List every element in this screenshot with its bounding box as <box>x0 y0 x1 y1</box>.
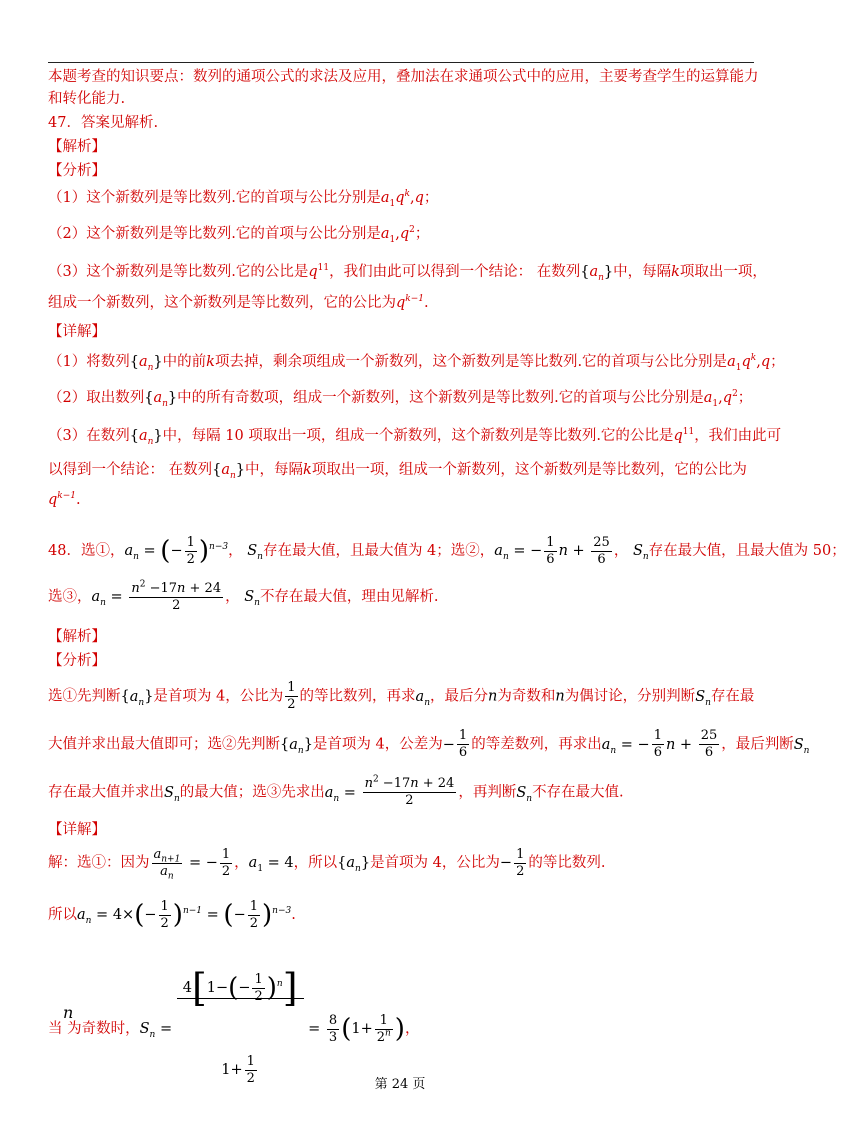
q47-analysis-1: （1）这个新数列是等比数列.它的首项与公比分别是$a_1q^k,q$； <box>48 189 439 209</box>
q47-jiexi-heading: 【解析】 <box>48 139 106 155</box>
q47-title: 47．答案见解析. <box>48 115 159 131</box>
q48-answer-line-1: 48．选①，$a_n$ = (− $\frac{1}{2}$ )$^{n-3}$， $S_n$存在最大值，且最大值为 4；选②，$a_n$ = − $\frac{1}{6}$ n + $\frac{25}{6}$ ， $S_n$存在最大值，且最大值为 50； <box>48 534 846 567</box>
q47-detail-3-end: $q^{k-1}$. <box>48 491 81 508</box>
q48-solution-2: 所以$a_n = 4\times(-$ $\frac{1}{2}$ )$^{n-1}$ = (− $\frac{1}{2}$ )$^{n-3}$. <box>48 898 296 931</box>
q47-fenxi-heading: 【分析】 <box>48 163 106 179</box>
q47-detail-3-cont: 以得到一个结论： 在数列$\{a_n\}$中，每隔k项取出一项，组成一个新数列，这个新数列是等比数列，它的公比为 <box>48 462 747 481</box>
q48-analysis-2: 大值并求出最大值即可；选②先判断$\{a_n\}$是首项为 4，公差为− $\frac{1}{6}$ 的等差数列，再求出$a_n$ = − $\frac{1}{6}$ n + $\frac{25}{6}$ ，最后判断$S_n$ <box>48 728 810 760</box>
summary-line-1: 本题考查的知识要点：数列的通项公式的求法及应用，叠加法在求通项公式中的应用，主要考查学生的运算能力 <box>48 69 759 85</box>
q48-fenxi-heading: 【分析】 <box>48 653 106 669</box>
q48-xiangjie-heading: 【详解】 <box>48 822 106 838</box>
q47-detail-3: （3）在数列$\{a_n\}$中，每隔 10 项取出一项，组成一个新数列，这个新数列是等比数列.它的公比是$q^{11}$，我们由此可 <box>48 427 782 447</box>
q48-jiexi-heading: 【解析】 <box>48 629 106 645</box>
summary-line-2: 和转化能力. <box>48 91 126 107</box>
q48-solution-3-n: n <box>63 1003 74 1022</box>
q48-solution-3: 当 为奇数时，$S_n = 4[1-(-$ $\frac{1}{2}$ )$^n$] 1+ $\frac{1}{2}$ = $\frac{8}{3}$ (1+ $\frac{1}{2^n}$ )， <box>48 966 420 1086</box>
q47-xiangjie-heading: 【详解】 <box>48 324 106 340</box>
q48-analysis-1: 选①先判断$\{a_n\}$是首项为 4，公比为 $\frac{1}{2}$ 的等比数列，再求$a_n$，最后分n为奇数和n为偶讨论，分别判断$S_n$存在最 <box>48 680 755 712</box>
q47-detail-1: （1）将数列$\{a_n\}$中的前k项去掉，剩余项组成一个新数列，这个新数列是等比数列.它的首项与公比分别是$a_1q^k,q$； <box>48 353 785 373</box>
q47-detail-2: （2）取出数列$\{a_n\}$中的所有奇数项，组成一个新数列，这个新数列是等比数列.它的首项与公比分别是$a_1,q^2$； <box>48 389 753 409</box>
q47-analysis-3-cont: 组成一个新数列，这个新数列是等比数列，它的公比为$q^{k-1}$. <box>48 294 429 311</box>
header-rule <box>48 62 754 63</box>
q48-analysis-3: 存在最大值并求出$S_n$的最大值；选③先求出$a_n$ = $\frac{n^2 -17n + 24}{2}$ ，再判断$S_n$不存在最大值. <box>48 774 624 808</box>
page-number: 第 24 页 <box>374 1077 426 1092</box>
q47-analysis-2: （2）这个新数列是等比数列.它的首项与公比分别是$a_1,q^2$； <box>48 225 430 245</box>
q48-answer-line-2: 选③，$a_n$ = $\frac{n^2 -17n + 24}{2}$ ， $S_n$不存在最大值，理由见解析. <box>48 579 439 613</box>
q48-solution-1: 解：选①：因为 $\frac{a_{n+1}}{a_n}$ = − $\frac{1}{2}$ ，$a_1 = 4$，所以$\{a_n\}$是首项为 4，公比为− $\frac{1}{2}$ 的等比数列. <box>48 846 606 882</box>
q47-analysis-3: （3）这个新数列是等比数列.它的公比是$q^{11}$，我们由此可以得到一个结论： 在数列$\{a_n\}$中，每隔k项取出一项， <box>48 263 767 283</box>
